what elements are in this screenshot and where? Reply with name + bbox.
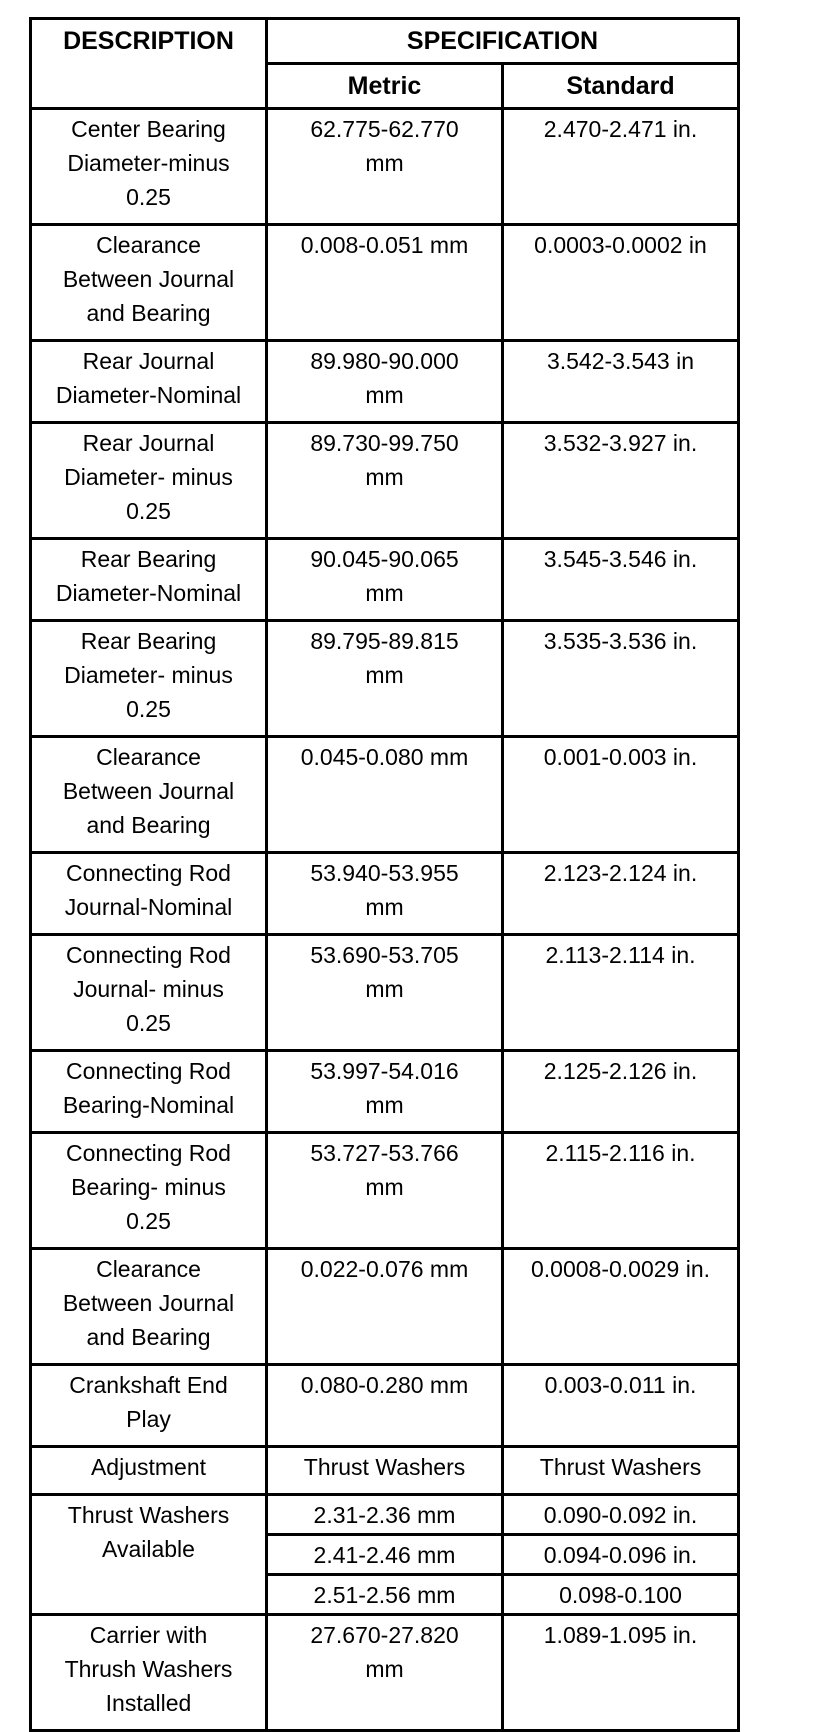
- metric-cell-text: 2.31-2.36 mm: [313, 1502, 456, 1528]
- metric-cell: [267, 539, 503, 621]
- description-cell: [31, 1249, 267, 1365]
- metric-cell: [267, 1365, 503, 1447]
- metric-cell-text: 2.41-2.46 mm: [313, 1542, 456, 1568]
- description-cell-text: Connecting Rod Journal- minus 0.25: [66, 942, 231, 1036]
- table-row: [31, 341, 739, 423]
- description-cell-text: Carrier with Thrush Washers Installed: [64, 1622, 233, 1716]
- standard-cell: [503, 935, 739, 1051]
- metric-cell: [267, 423, 503, 539]
- standard-cell-text: 0.090-0.092 in.: [543, 1502, 698, 1528]
- specification-header: SPECIFICATION: [267, 19, 739, 64]
- metric-cell-text: 27.670-27.820 mm: [310, 1622, 459, 1682]
- standard-cell: [503, 737, 739, 853]
- metric-cell: [267, 341, 503, 423]
- header-row: [31, 19, 739, 64]
- table-row: [31, 853, 739, 935]
- metric-cell: [267, 621, 503, 737]
- description-cell-text: Clearance Between Journal and Bearing: [62, 232, 235, 326]
- description-cell-text: Connecting Rod Journal-Nominal: [64, 860, 233, 920]
- metric-cell: [267, 853, 503, 935]
- standard-cell: [503, 1575, 739, 1615]
- metric-cell-text: 53.727-53.766 mm: [310, 1140, 459, 1200]
- description-cell: [31, 935, 267, 1051]
- specification-table: [29, 17, 740, 1732]
- table-row: [31, 737, 739, 853]
- standard-cell-text: 2.115-2.116 in.: [545, 1140, 696, 1166]
- standard-cell-text: 2.125-2.126 in.: [543, 1058, 698, 1084]
- metric-cell-text: 53.997-54.016 mm: [310, 1058, 459, 1118]
- thrust-washers-description-cell: [31, 1495, 267, 1615]
- standard-cell-text: Thrust Washers: [539, 1454, 702, 1480]
- metric-cell-text: 62.775-62.770 mm: [310, 116, 459, 176]
- metric-cell: [267, 1447, 503, 1495]
- description-cell-text: Connecting Rod Bearing- minus 0.25: [66, 1140, 231, 1234]
- table-row: [31, 225, 739, 341]
- standard-cell: [503, 1447, 739, 1495]
- description-cell: [31, 1615, 267, 1731]
- metric-cell: [267, 1249, 503, 1365]
- metric-cell: [267, 225, 503, 341]
- metric-cell-text: 89.795-89.815 mm: [310, 628, 459, 688]
- description-cell: [31, 341, 267, 423]
- metric-cell-text: 89.730-99.750 mm: [310, 430, 459, 490]
- thrust-washers-description-cell-text: Thrust Washers Available: [67, 1502, 230, 1562]
- standard-cell: [503, 1133, 739, 1249]
- standard-cell-text: 3.535-3.536 in.: [543, 628, 698, 654]
- table-row: [31, 109, 739, 225]
- table-row: [31, 1365, 739, 1447]
- metric-cell: [267, 1615, 503, 1731]
- standard-cell: [503, 341, 739, 423]
- metric-cell: [267, 1575, 503, 1615]
- standard-cell: [503, 1249, 739, 1365]
- table-body: [31, 109, 739, 1731]
- standard-cell: [503, 853, 739, 935]
- table-row: [31, 1615, 739, 1731]
- metric-cell-text: 2.51-2.56 mm: [313, 1582, 456, 1608]
- table-row: [31, 621, 739, 737]
- description-cell: [31, 1365, 267, 1447]
- description-cell-text: Rear Bearing Diameter-Nominal: [55, 546, 242, 606]
- description-cell: [31, 737, 267, 853]
- table-row: [31, 1133, 739, 1249]
- standard-cell: [503, 423, 739, 539]
- description-cell: [31, 621, 267, 737]
- metric-cell: [267, 1133, 503, 1249]
- description-cell-text: Rear Bearing Diameter- minus 0.25: [64, 628, 233, 722]
- metric-header: Metric: [267, 64, 503, 109]
- description-cell: [31, 1447, 267, 1495]
- standard-cell: [503, 109, 739, 225]
- standard-cell-text: 0.0003-0.0002 in: [534, 232, 707, 258]
- metric-cell-text: 0.045-0.080 mm: [300, 744, 469, 770]
- standard-cell: [503, 1051, 739, 1133]
- metric-cell: [267, 935, 503, 1051]
- description-cell-text: Center Bearing Diameter-minus 0.25: [67, 116, 230, 210]
- standard-cell: [503, 539, 739, 621]
- description-header: DESCRIPTION: [31, 19, 267, 109]
- table-row: [31, 1249, 739, 1365]
- metric-cell: [267, 1535, 503, 1575]
- metric-cell-text: Thrust Washers: [303, 1454, 466, 1480]
- table-row: [31, 935, 739, 1051]
- metric-cell-text: 53.940-53.955 mm: [310, 860, 459, 920]
- standard-cell: [503, 1535, 739, 1575]
- description-cell-text: Connecting Rod Bearing-Nominal: [62, 1058, 235, 1118]
- metric-cell-text: 89.980-90.000 mm: [310, 348, 459, 408]
- standard-cell-text: 0.0008-0.0029 in.: [530, 1256, 711, 1282]
- table-row: [31, 539, 739, 621]
- metric-cell-text: 90.045-90.065 mm: [310, 546, 459, 606]
- standard-cell-text: 3.545-3.546 in.: [543, 546, 698, 572]
- standard-cell: [503, 1615, 739, 1731]
- standard-cell-text: 2.123-2.124 in.: [543, 860, 698, 886]
- table-row: [31, 423, 739, 539]
- description-cell-text: Clearance Between Journal and Bearing: [62, 1256, 235, 1350]
- metric-cell: [267, 737, 503, 853]
- metric-cell-text: 53.690-53.705 mm: [310, 942, 459, 1002]
- standard-cell: [503, 1365, 739, 1447]
- description-cell-text: Crankshaft End Play: [69, 1372, 228, 1432]
- standard-header: Standard: [503, 64, 739, 109]
- description-cell-text: Rear Journal Diameter- minus 0.25: [64, 430, 233, 524]
- thrust-washer-row: [31, 1495, 739, 1535]
- standard-cell-text: 2.470-2.471 in.: [543, 116, 698, 142]
- metric-cell-text: 0.080-0.280 mm: [300, 1372, 469, 1398]
- metric-cell: [267, 1495, 503, 1535]
- metric-cell: [267, 109, 503, 225]
- standard-cell-text: 3.542-3.543 in: [546, 348, 695, 374]
- standard-cell-text: 2.113-2.114 in.: [545, 942, 696, 968]
- table-row: [31, 1051, 739, 1133]
- standard-cell: [503, 1495, 739, 1535]
- standard-cell-text: 0.003-0.011 in.: [544, 1372, 697, 1398]
- description-cell-text: Rear Journal Diameter-Nominal: [55, 348, 242, 408]
- standard-cell-text: 3.532-3.927 in.: [543, 430, 698, 456]
- description-cell: [31, 109, 267, 225]
- description-cell-text: Clearance Between Journal and Bearing: [62, 744, 235, 838]
- standard-cell: [503, 621, 739, 737]
- table-row: [31, 1447, 739, 1495]
- description-cell-text: Adjustment: [90, 1454, 207, 1480]
- metric-cell: [267, 1051, 503, 1133]
- standard-cell: [503, 225, 739, 341]
- description-cell: [31, 423, 267, 539]
- standard-cell-text: 0.094-0.096 in.: [543, 1542, 698, 1568]
- metric-cell-text: 0.022-0.076 mm: [300, 1256, 469, 1282]
- description-cell: [31, 539, 267, 621]
- description-cell: [31, 225, 267, 341]
- description-cell: [31, 1133, 267, 1249]
- description-cell: [31, 1051, 267, 1133]
- metric-cell-text: 0.008-0.051 mm: [300, 232, 469, 258]
- description-cell: [31, 853, 267, 935]
- standard-cell-text: 1.089-1.095 in.: [543, 1622, 698, 1648]
- standard-cell-text: 0.098-0.100: [559, 1582, 682, 1608]
- standard-cell-text: 0.001-0.003 in.: [543, 744, 698, 770]
